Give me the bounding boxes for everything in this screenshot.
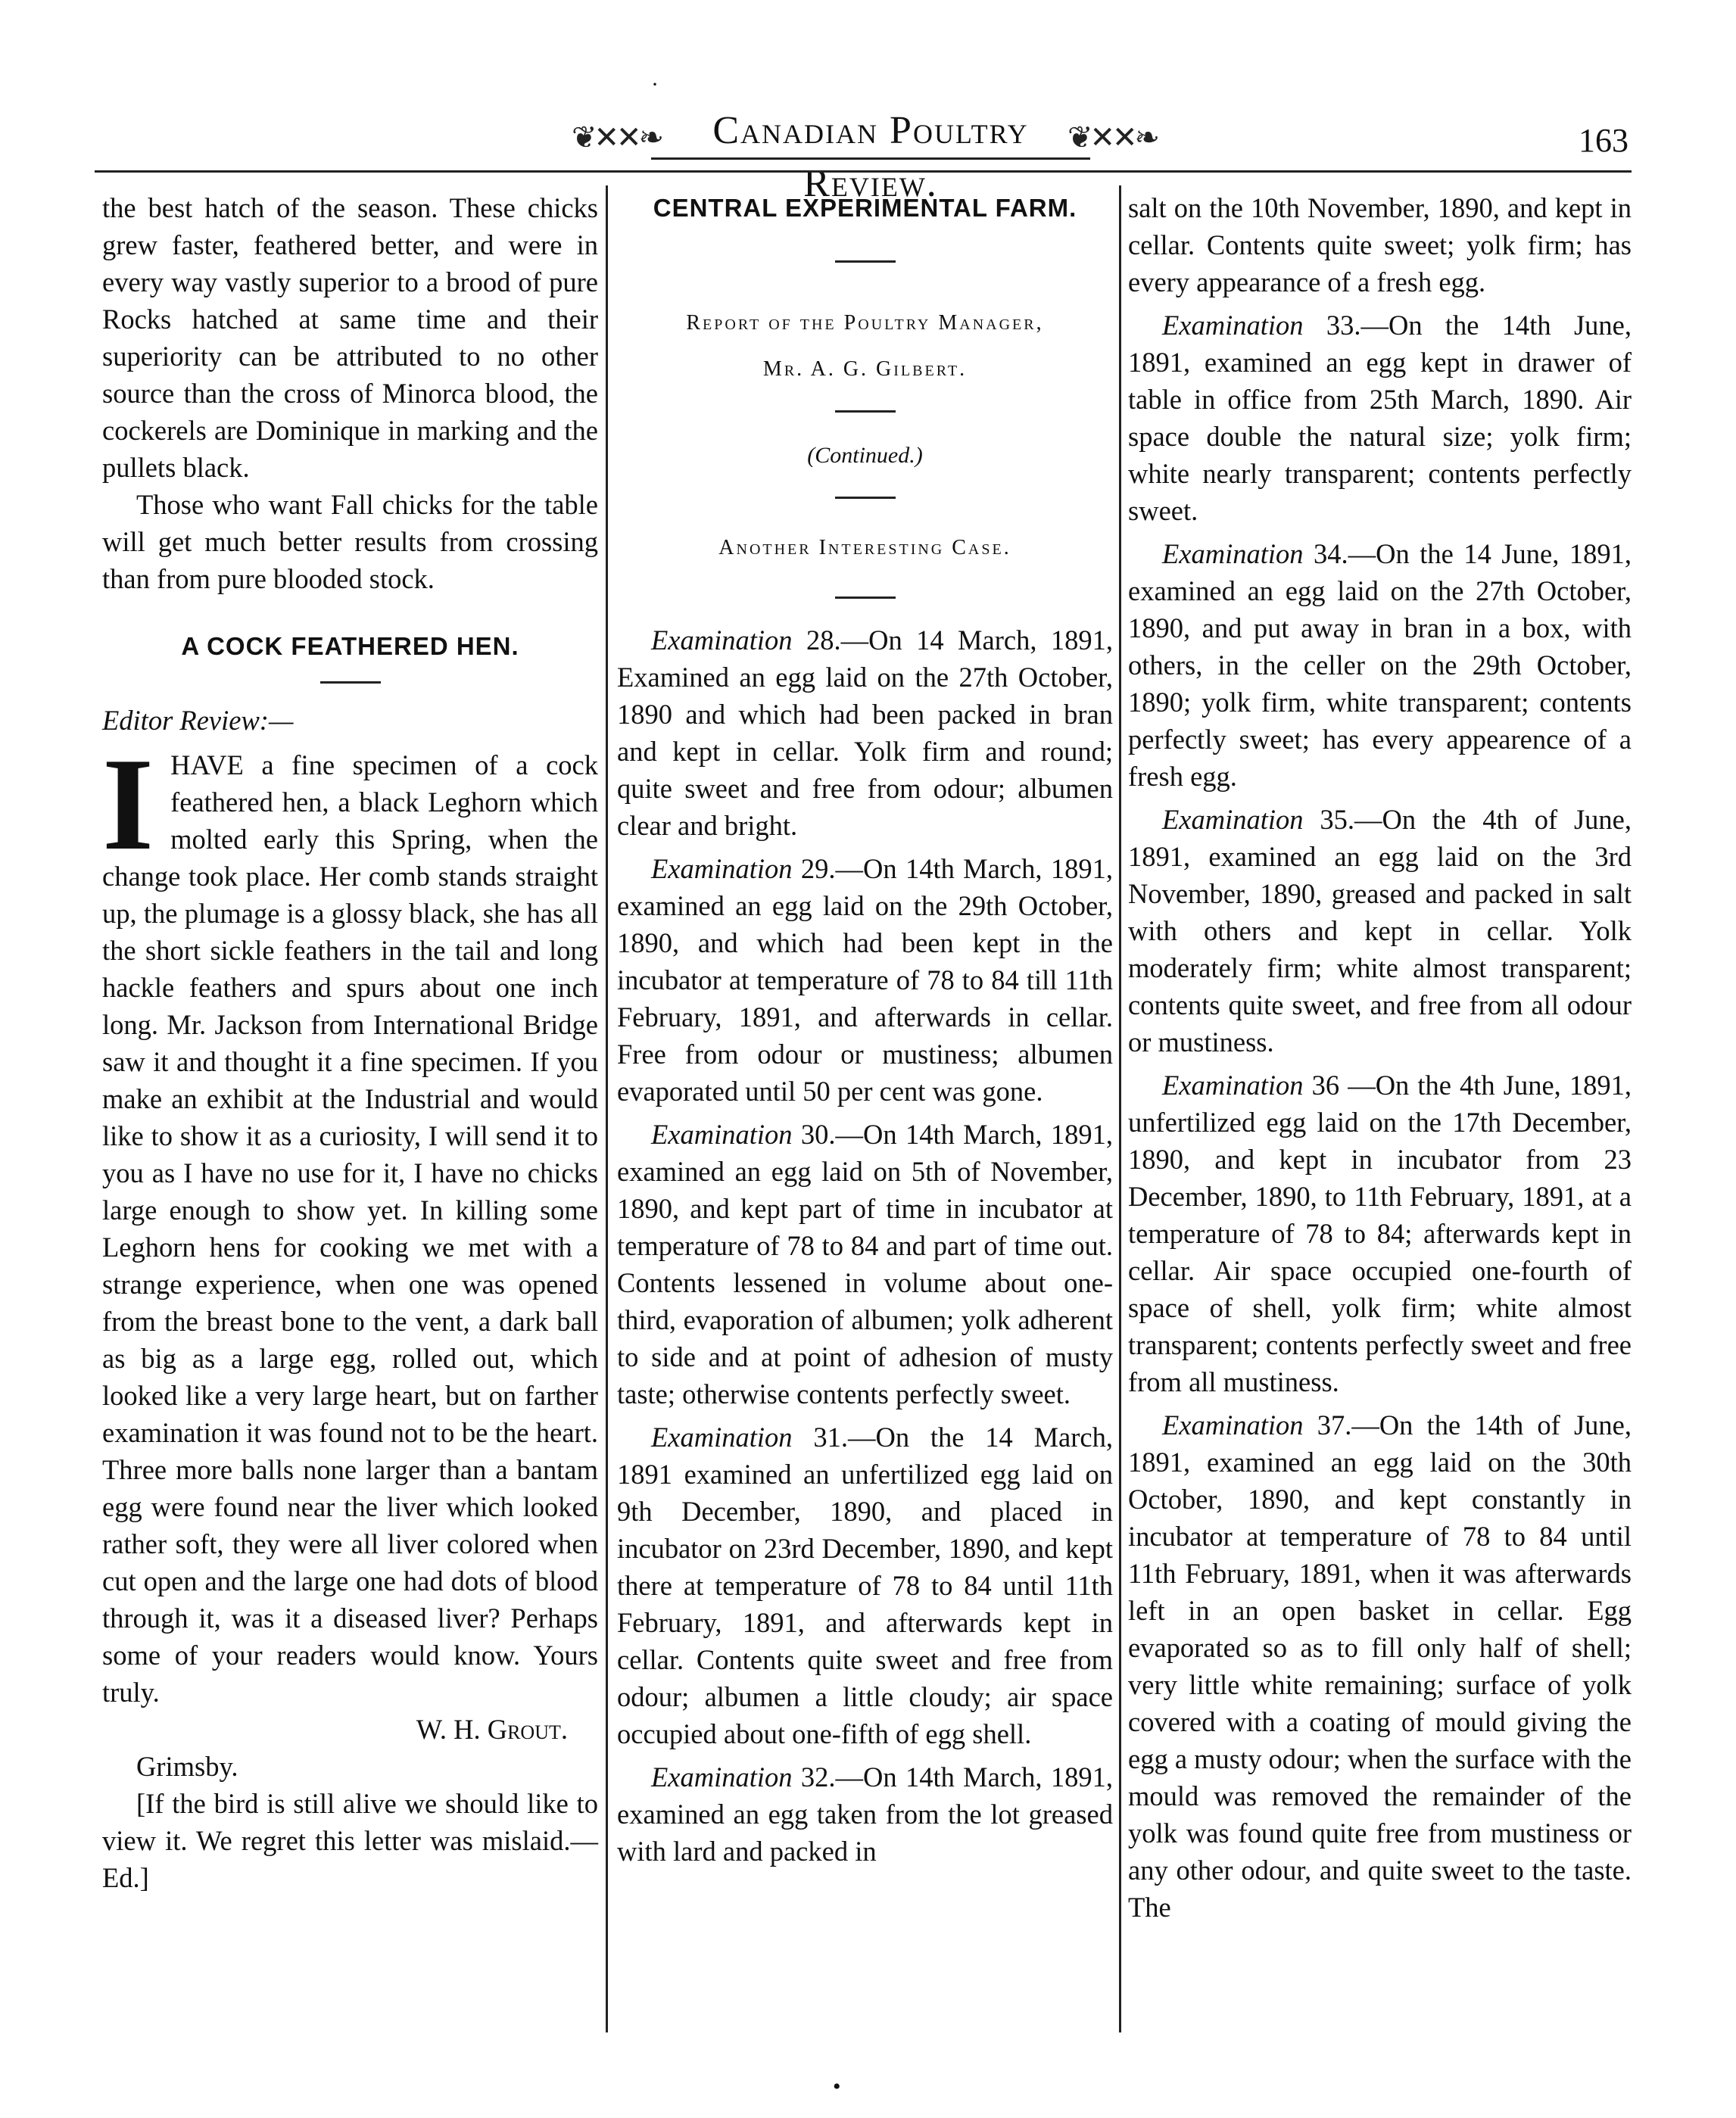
letter-body — [102, 730, 598, 1711]
divider — [320, 681, 381, 684]
divider — [835, 596, 896, 599]
examination-text: 29.—On 14th March, 1891, examined an egg laid on the 29th October, 1890, and which had been kept in the incubator at temperature of 78 to 84 till 11th February, 1891, and afterwards in cellar. Free from odour or mustiness; albumen evaporated until 50 per cent was gone. — [617, 853, 1114, 1107]
examination-label: Examination — [1162, 1070, 1304, 1101]
paragraph — [1128, 1067, 1632, 1400]
examination-label: Examination — [651, 1422, 793, 1453]
paragraph: Those who want Fall chicks for the table will get much better results from crossing than from pure blooded stock. — [102, 489, 598, 594]
examination-text: 30.—On 14th March, 1891, examined an egg laid on 5th of November, 1890, and kept part of time in incubator at temperature of 78 to 84 and part of time out. Contents lessened in volume about one-third, evaporation of albumen; yolk adherent to side and at point of adhesion of musty taste; otherwise contents perfectly sweet. — [617, 1119, 1114, 1409]
article-heading: A COCK FEATHERED HEN. — [181, 632, 519, 660]
paragraph — [617, 1419, 1113, 1752]
column-1 — [102, 189, 598, 1896]
examination-text: 32.—On 14th March, 1891, examined an egg taken from the lot greased with lard and packed in — [617, 1761, 1114, 1867]
examination-label: Examination — [1162, 538, 1304, 569]
column-divider-1 — [606, 185, 608, 2032]
examination-text: 36 —On the 4th June, 1891, unfertilized egg laid on the 17th December, 1890, and kept in incubator from 23 December, 1890, to 11th February, 1891, at a temperature of 78 to 84; afterwards kept in cellar. Air space occupied one-fourth of space of shell, yolk firm; white almost transparent; contents perfectly sweet and free from all mustiness. — [1128, 1070, 1632, 1397]
examination-text: 28.—On 14 March, 1891, Examined an egg laid on the 27th October, 1890 and which had been packed in bran and kept in cellar. Yolk firm and round; quite sweet and free from odour; albumen clear and bright. — [617, 624, 1114, 841]
publication-title: Canadian Poultry Review. — [651, 104, 1090, 160]
divider — [835, 260, 896, 263]
header-rule — [95, 170, 1632, 173]
paragraph: salt on the 10th November, 1890, and kept in cellar. Contents quite sweet; yolk firm; has every appearance of a fresh egg. — [1128, 192, 1632, 297]
column-2 — [617, 189, 1113, 1870]
examination-label: Examination — [651, 853, 793, 884]
signature: W. H. Grout. — [416, 1714, 568, 1745]
masthead — [0, 91, 1736, 205]
paragraph: the best hatch of the season. These chicks grew faster, feathered better, and were in every way vastly superior to a brood of pure Rocks hatched at same time and their superiority can be attributed to no other source than the cross of Minorca blood, the cockerels are Dominique in marking and the pullets black. — [102, 192, 598, 483]
paragraph — [1128, 535, 1632, 795]
place: Grimsby. — [136, 1751, 238, 1782]
ornament-left-icon: ❦✕✕❧ — [572, 120, 662, 154]
page-number: 163 — [1579, 122, 1628, 159]
examination-text: 37.—On the 14th of June, 1891, examined an egg laid on the 30th October, 1890, and kept constantly in incubator at temperature of 78 to 84 until 11th February, 1891, when it was afterwards left in an open basket in cellar. Egg evaporated so as to fill only half of shell; very little white remaining; surface of yolk covered with a coating of mould giving the egg a musty odour; when the surface with the mould was removed the remainder of the yolk was found quite free from mustiness or any other odour, and quite sweet to the taste. The — [1128, 1409, 1632, 1923]
paragraph — [617, 850, 1113, 1110]
salutation: Editor Review:— — [102, 705, 294, 736]
paragraph — [617, 1758, 1113, 1870]
examination-text: 33.—On the 14th June, 1891, examined an egg kept in drawer of table in office from 25th March, 1890. Air space double the natural size; yolk firm; white nearly transparent; contents perfectly sweet. — [1128, 310, 1632, 526]
examination-label: Examination — [651, 624, 793, 656]
paragraph — [1128, 1406, 1632, 1926]
divider — [835, 497, 896, 499]
examination-label: Examination — [1162, 1409, 1304, 1441]
paragraph — [1128, 307, 1632, 529]
letter-text: HAVE a fine specimen of a cock feathered hen, a black Leghorn which molted early this Spring, when the change took place. Her comb stands straight up, the plumage is a glossy black, she has all the short sickle feathers in the tail and long hackle feathers and spurs about one inch long. Mr. Jackson from International Bridge saw it and thought it a fine specimen. If you make an exhibit at the Industrial and would like to show it as a curiosity, I will send it to you as I have no use for it, I have no chicks large enough to show yet. In killing some Leghorn hens for cooking we met with a strange experience, when one was opened from the breast bone to the vent, a dark ball as big as a large egg, rolled out, which looked like a very large heart, but on farther examination it was found not to be the heart. Three more balls none larger than a bantam egg were found near the liver which looked rather soft, they were all liver colored when cut open and the large one had dots of blood through it, was it a diseased liver? Perhaps some of your readers would know. Yours truly. — [102, 749, 598, 1708]
continued-note: (Continued.) — [807, 443, 923, 468]
examination-text: 34.—On the 14 June, 1891, examined an egg laid on the 27th October, 1890, and put away in bran in a box, with others, in the celler on the 29th October, 1890; yolk firm, white transparent; contents perfectly sweet; has every appearence of a fresh egg. — [1128, 538, 1632, 792]
article-heading: CENTRAL EXPERIMENTAL FARM. — [653, 194, 1077, 222]
print-speck: · — [651, 72, 659, 97]
examination-text: 35.—On the 4th of June, 1891, examined an egg laid on the 3rd November, 1890, greased and packed in salt with others and kept in cellar. Yolk moderately firm; white almost transparent; contents quite sweet, and free from all odour or mustiness. — [1128, 804, 1632, 1057]
paragraph — [617, 621, 1113, 844]
subheading: Another Interesting Case. — [718, 536, 1011, 559]
editor-note: [If the bird is still alive we should like to view it. We regret this letter was mislaid.—Ed.] — [102, 1788, 598, 1893]
examination-label: Examination — [651, 1761, 793, 1793]
examination-label: Examination — [1162, 804, 1304, 835]
paragraph — [1128, 801, 1632, 1061]
column-divider-2 — [1119, 185, 1121, 2032]
ornament-right-icon: ❦✕✕❧ — [1067, 120, 1158, 154]
drop-cap: I — [102, 730, 154, 877]
paragraph — [617, 1116, 1113, 1413]
column-3 — [1128, 189, 1632, 1926]
divider — [835, 410, 896, 413]
examination-label: Examination — [651, 1119, 793, 1150]
examination-label: Examination — [1162, 310, 1304, 341]
subheading: Mr. A. G. Gilbert. — [762, 357, 968, 381]
subheading: Report of the Poultry Manager, — [686, 311, 1044, 335]
print-speck: • — [833, 2074, 841, 2099]
examination-text: 31.—On the 14 March, 1891 examined an unfertilized egg laid on 9th December, 1890, and placed in incubator on 23rd December, 1890, and kept there at temperature of 78 to 84 until 11th February, 1891, and afterwards kept in cellar. Contents quite sweet and free from odour; albumen a little cloudy; air space occupied about one-fifth of egg shell. — [617, 1422, 1113, 1749]
